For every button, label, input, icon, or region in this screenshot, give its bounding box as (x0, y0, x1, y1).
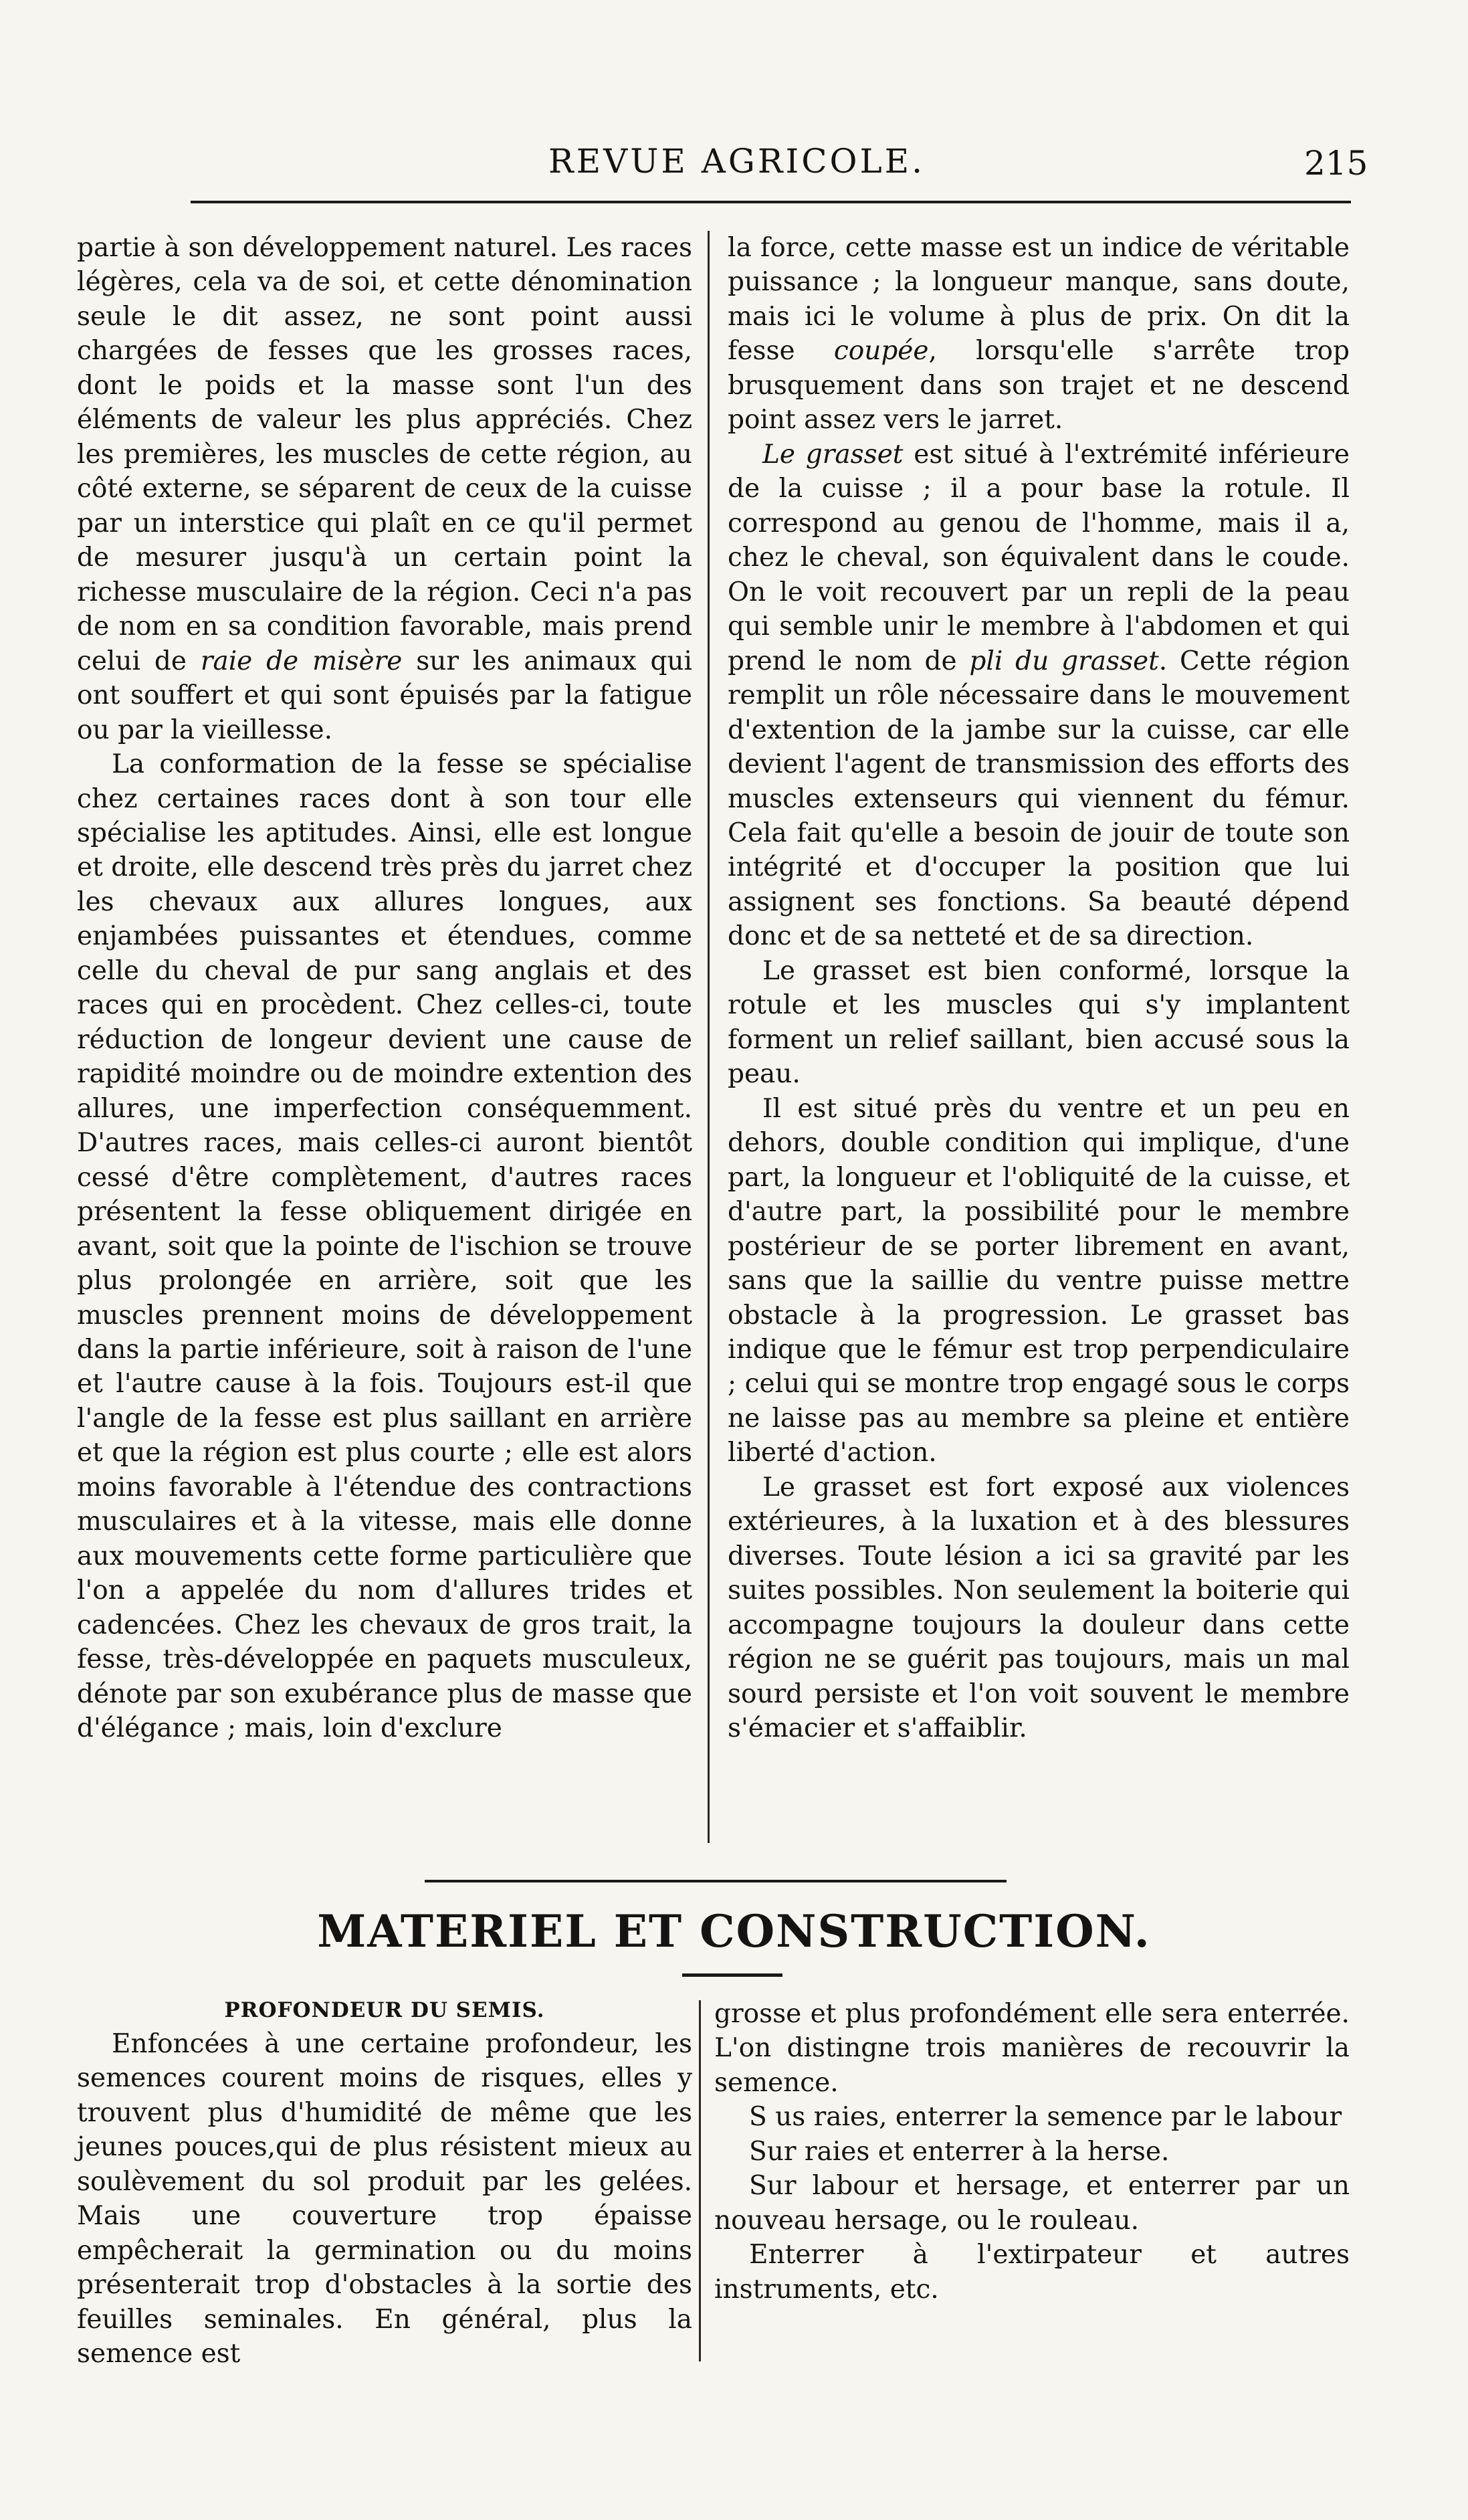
bottom-right-column (714, 1997, 1350, 2307)
paragraph: Enterrer à l'extirpateur et autres instruments, etc. (714, 2240, 1350, 2305)
section-title: MATERIEL ET CONSTRUCTION. (317, 1905, 1151, 1957)
paragraph: partie à son développement naturel. Les races légères, cela va de soi, et cette dénomination seule le dit assez, ne sont point aussi chargées de fesses que les grosses races, dont le poids et la masse sont l'un des éléments de valeur les plus appréciés. Chez les premières, les muscles de cette région, au côté externe, se séparent de ceux de la cuisse par un interstice qui plaît en ce qu'il permet de mesurer jusqu'à un certain point la richesse musculaire de la région. Ceci n'a pas de nom en sa condition favorable, mais prend celui de raie de misère sur les animaux qui ont souffert et qui sont épuisés par la fatigue ou par la vieillesse. (77, 233, 692, 745)
paragraph: Le grasset est bien conformé, lorsque la rotule et les muscles qui s'y implantent forment un relief saillant, bien accusé sous la peau. (728, 955, 1350, 1090)
column-divider (708, 231, 710, 1843)
page-number: 215 (1304, 144, 1368, 183)
top-left-column (77, 231, 692, 1746)
paragraph: Il est situé près du ventre et un peu en dehors, double condition qui implique, d'une part, la longueur et l'obliquité de la cuisse, et d'autre part, la possibilité pour le membre postérieur de se porter librement en avant, sans que la saillie du ventre puisse mettre obstacle à la progression. Le grasset bas indique que le fémur est trop perpendiculaire ; celui qui se montre trop engagé sous le corps ne laisse pas au membre sa pleine et entière liberté d'action. (728, 1093, 1350, 1468)
paragraph: Le grasset est situé à l'extrémité inférieure de la cuisse ; il a pour base la rotule. Il correspond au genou de l'homme, mais il a, chez le cheval, son équivalent dans le coude. On le voit recouvert par un repli de la peau qui semble unir le membre à l'abdomen et qui prend le nom de pli du grasset. Cette région remplit un rôle nécessaire dans le mouvement d'extention de la jambe sur la cuisse, car elle devient l'agent de transmission des efforts des muscles extenseurs qui viennent du fémur. Cela fait qu'elle a besoin de jouir de toute son intégrité et d'occuper la position que lui assignent ses fonctions. Sa beauté dépend donc et de sa netteté et de sa direction. (728, 439, 1350, 952)
paragraph: grosse et plus profondément elle sera enterrée. L'on distingne trois manières de recouvrir la semence. (714, 1999, 1350, 2098)
paragraph: La conformation de la fesse se spécialise chez certaines races dont à son tour elle spécialise les aptitudes. Ainsi, elle est longue et droite, elle descend très près du jarret chez les chevaux aux allures longues, aux enjambées puissantes et étendues, comme celle du cheval de pur sang anglais et des races qui en procèdent. Chez celles-ci, toute réduction de longeur devient une cause de rapidité moindre ou de moindre extention des allures, une imperfection conséquemment. D'autres races, mais celles-ci auront bientôt cessé d'être complètement, d'autres races présentent la fesse obliquement dirigée en avant, soit que la pointe de l'ischion se trouve plus prolongée en arrière, soit que les muscles prennent moins de développement dans la partie inférieure, soit à raison de l'une et l'autre cause à la fois. Toujours est-il que l'angle de la fesse est plus saillant en arrière et que la région est plus courte ; elle est alors moins favorable à l'étendue des contractions musculaires et à la vitesse, mais elle donne aux mouvements cette forme particulière que l'on a appelée du nom d'allures trides et cadencées. Chez les chevaux de gros trait, la fesse, très-développée en paquets musculeux, dénote par son exubérance plus de masse que d'élégance ; mais, loin d'exclure (77, 749, 692, 1744)
top-right-column (728, 231, 1350, 1746)
column-divider (699, 2000, 701, 2361)
section-rule (425, 1880, 1007, 1882)
header-rule (191, 201, 1351, 203)
paragraph: Sur labour et hersage, et enterrer par un nouveau hersage, ou le rouleau. (714, 2171, 1350, 2236)
paragraph: Sur raies et enterrer à la herse. (749, 2136, 1170, 2167)
paragraph: la force, cette masse est un indice de véritable puissance ; la longueur manque, sans doute, mais ici le volume à plus de prix. On dit la fesse coupée, lorsqu'elle s'arrête trop brusquement dans son trajet et ne descend point assez vers le jarret. (728, 233, 1350, 435)
paragraph: S us raies, enterrer la semence par le labour (749, 2102, 1342, 2133)
running-head: REVUE AGRICOLE. (548, 142, 926, 181)
paragraph: Enfoncées à une certaine profondeur, les semences courent moins de risques, elles y trouvent plus d'humidité de même que les jeunes pouces,qui de plus résistent mieux au soulèvement du sol produit par les gelées. Mais une couverture trop épaisse empêcherait la germination ou du moins présenterait trop d'obstacles à la sortie des feuilles seminales. En général, plus la semence est (77, 2028, 692, 2369)
subheading: PROFONDEUR DU SEMIS. (224, 1998, 545, 2022)
section-rule-short (682, 1973, 782, 1977)
bottom-left-column (77, 1997, 692, 2371)
paragraph: Le grasset est fort exposé aux violences extérieures, à la luxation et à des blessures diverses. Toute lésion a ici sa gravité par les suites possibles. Non seulement la boiterie qui accompagne toujours la douleur dans cette région ne se guérit pas toujours, mais un mal sourd persiste et l'on voit souvent le membre s'émacier et s'affaiblir. (728, 1472, 1350, 1744)
